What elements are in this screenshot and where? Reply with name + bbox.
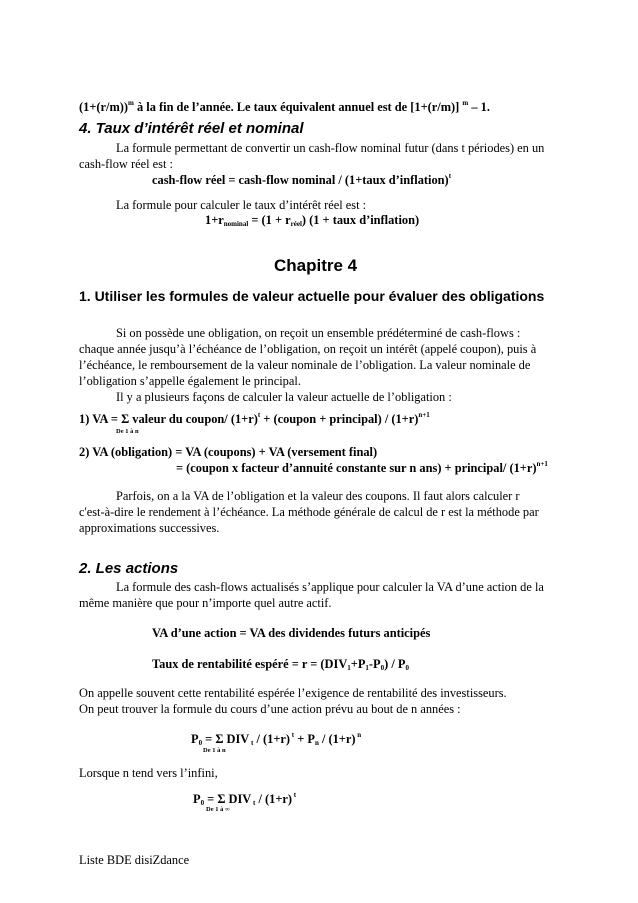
formula-stock-price-infinity: $P_0 = \Sigma$ DIV $_t$ / (1+r) $^t$ <box>193 791 297 807</box>
section-heading-stocks: 2. Les actions <box>79 560 179 577</box>
formula-bond-va-2-cont: = (coupon x facteur d’annuité constante sur n ans) + principal/ $(1+r)^{n+1}$ <box>176 460 548 475</box>
formula-stock-va: VA d’une action = VA des dividendes futurs anticipés <box>152 626 431 640</box>
paragraph-line: La formule pour calculer le taux d’intérêt réel est : <box>116 198 367 212</box>
formula-expected-return: Taux de rentabilité espéré = $r = (DIV_1+P_1-P_0) / P_0$ <box>152 657 409 672</box>
formula-bond-va-1: 1) VA = Σ valeur du coupon/ $(1+r)^t$ + (coupon + principal) / $(1+r)^{n+1}$ <box>79 411 430 426</box>
formula-bond-va-2: 2) VA (obligation) = VA (coupons) + VA (versement final) <box>79 445 378 459</box>
paragraph-line: c'est-à-dire le rendement à l’échéance. La méthode générale de calcul de r est la méthode par <box>79 505 539 519</box>
paragraph-line: cash-flow réel est : <box>79 157 173 171</box>
page-footer: Liste BDE disiZdance <box>79 853 190 867</box>
sum-range-label: De 1 à n <box>203 747 226 754</box>
paragraph-line: Si on possède une obligation, on reçoit un ensemble prédéterminé de cash-flows : <box>116 326 521 340</box>
paragraph-line: On appelle souvent cette rentabilité espérée l’exigence de rentabilité des investisseurs. <box>79 686 507 700</box>
paragraph-line: La formule permettant de convertir un cash-flow nominal futur (dans t périodes) en un <box>116 141 545 155</box>
paragraph-line: Parfois, on a la VA de l’obligation et la valeur des coupons. Il faut alors calculer r <box>116 489 520 503</box>
paragraph-line: La formule des cash-flows actualisés s’applique pour calculer la VA d’une action de la <box>116 580 544 594</box>
equivalent-rate-line: $(1+(r/m))^m$ à la fin de l’année. Le taux équivalent annuel est de [1+(r/m)] $^m$ – 1. <box>79 99 490 114</box>
paragraph-line: On peut trouver la formule du cours d’une action prévu au bout de n années : <box>79 702 461 716</box>
sum-range-label: De 1 à ∞ <box>206 806 230 813</box>
paragraph-line: Lorsque n tend vers l’infini, <box>79 766 218 780</box>
chapter-title: Chapitre 4 <box>274 256 358 275</box>
section-heading-real-nominal: 4. Taux d’intérêt réel et nominal <box>79 120 304 137</box>
section-heading-bonds: 1. Utiliser les formules de valeur actuelle pour évaluer des obligations <box>79 288 545 304</box>
paragraph-line: même manière que pour n’importe quel autre actif. <box>79 596 332 610</box>
formula-real-cashflow: cash-flow réel = cash-flow nominal / (1+taux d’inflation)$^t$ <box>152 172 452 187</box>
sum-range-label: De 1 à n <box>116 428 139 435</box>
paragraph-line: Il y a plusieurs façons de calculer la valeur actuelle de l’obligation : <box>116 390 452 404</box>
paragraph-line: l’obligation s’appelle également le principal. <box>79 374 301 388</box>
formula-stock-price-n: $P_0 = \Sigma$ DIV $_t$ / (1+r) $^t + P_n / (1+r)$ $^n$ <box>191 731 362 747</box>
paragraph-line: chaque année jusqu’à l’échéance de l’obligation, on reçoit un intérêt (appelé coupon), puis à <box>79 342 537 356</box>
paragraph-line: approximations successives. <box>79 521 220 535</box>
formula-real-rate: $1+r_{nominal} = (1 + r_{réel}) (1$ + taux d’inflation) <box>205 213 420 228</box>
paragraph-line: l’échéance, le remboursement de la valeur nominale de l’obligation. La valeur nominale de <box>79 358 531 372</box>
